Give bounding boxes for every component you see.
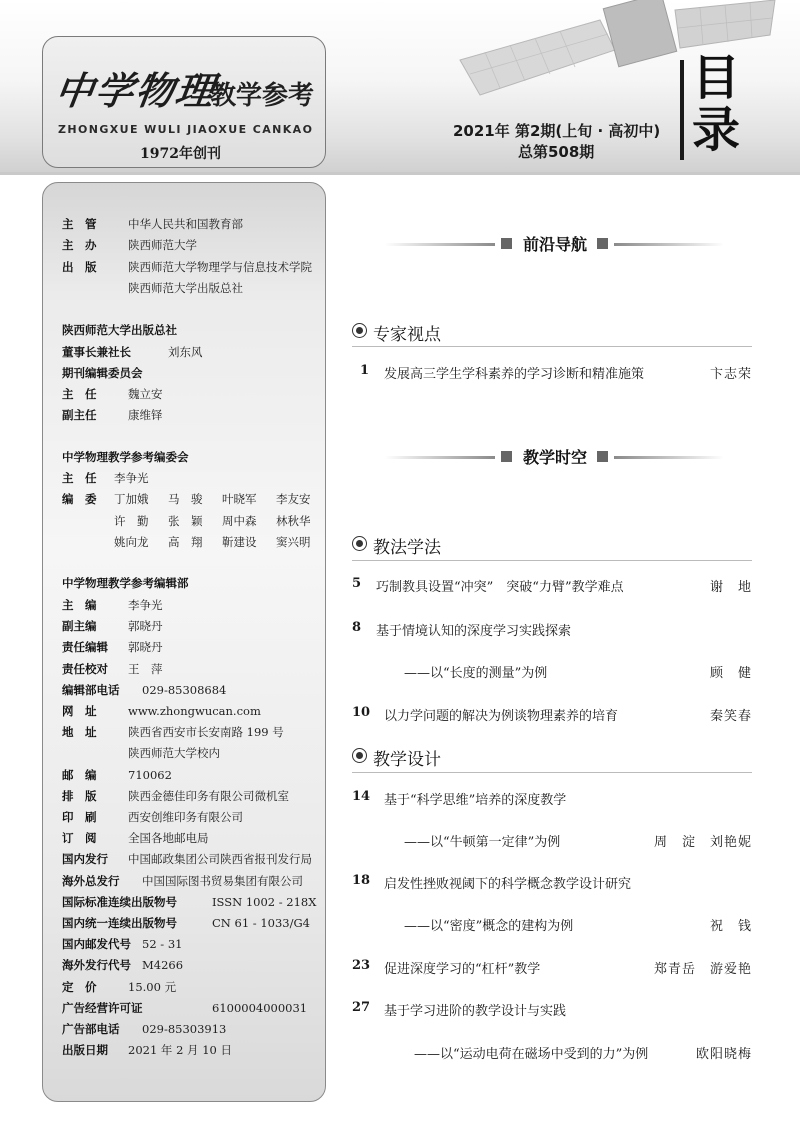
masthead-label: 期刊编辑委员会 xyxy=(62,366,143,380)
committee-heading: 中学物理教学参考编委会 xyxy=(62,450,189,464)
masthead-value: 魏立安 xyxy=(128,387,163,401)
masthead-row xyxy=(62,618,163,634)
masthead-row xyxy=(62,344,203,360)
page-number: 10 xyxy=(352,705,371,720)
masthead-row xyxy=(62,851,312,867)
publisher-heading: 陕西师范大学出版总社 xyxy=(62,323,177,337)
masthead-value: 029-85303913 xyxy=(142,1022,227,1036)
masthead-label: 地 址 xyxy=(62,725,97,740)
article-subtitle: ——以“密度”概念的建构为例 xyxy=(404,919,574,934)
masthead-label: 主 任 xyxy=(62,387,97,401)
masthead-row xyxy=(62,470,149,486)
masthead-label: 副主任 xyxy=(62,408,97,422)
masthead-row xyxy=(62,216,243,232)
page-number: 8 xyxy=(352,620,362,635)
masthead-row xyxy=(62,830,209,846)
masthead-row xyxy=(62,724,284,740)
masthead-label: 责任编辑 xyxy=(62,640,108,655)
masthead-label: 主 任 xyxy=(62,471,97,485)
masthead-value: 陕西师范大学校内 xyxy=(128,746,220,761)
section-heading xyxy=(352,533,441,558)
masthead-value: 全国各地邮电局 xyxy=(128,831,209,846)
committee-member: 李友安 xyxy=(276,492,311,506)
banner-line-right xyxy=(614,243,724,246)
masthead-value: 中国邮政集团公司陕西省报刊发行局 xyxy=(128,852,312,867)
masthead-row xyxy=(62,597,163,613)
toc-title-char-2: 录 xyxy=(691,102,740,158)
article-author: 谢 地 xyxy=(709,580,752,595)
masthead-value: 中国国际图书贸易集团有限公司 xyxy=(142,873,303,888)
editorial-heading: 中学物理教学参考编辑部 xyxy=(62,576,189,590)
banner-teaching xyxy=(385,447,750,467)
masthead-label: 国内发行 xyxy=(62,852,108,867)
banner-line-left xyxy=(385,243,495,246)
masthead-row xyxy=(62,491,114,507)
page-number: 27 xyxy=(352,1000,371,1015)
committee-member: 周中森 xyxy=(222,514,257,528)
masthead-label: 定 价 xyxy=(62,979,97,994)
page-number: 5 xyxy=(352,576,362,591)
article-author: 郑青岳 游爱艳 xyxy=(653,962,752,977)
masthead-row xyxy=(62,957,183,973)
masthead-row xyxy=(62,936,182,952)
masthead-label: 编 委 xyxy=(62,492,97,506)
journal-pinyin: ZHONGXUE WULI JIAOXUE CANKAO xyxy=(58,123,314,136)
masthead-value: 郭晓丹 xyxy=(128,640,163,655)
masthead-row xyxy=(62,1000,307,1016)
banner-square-right xyxy=(597,238,608,249)
masthead-label: 海外总发行 xyxy=(62,873,120,888)
masthead-row xyxy=(62,682,226,698)
masthead-value: 陕西师范大学物理学与信息技术学院 xyxy=(128,260,312,274)
masthead-value: 李争光 xyxy=(114,471,149,485)
banner-title: 教学时空 xyxy=(522,448,587,467)
masthead-row xyxy=(62,407,163,423)
section-divider xyxy=(352,772,752,773)
masthead-label: 订 阅 xyxy=(62,831,97,846)
committee-member: 许 勤 xyxy=(114,514,149,528)
masthead-value: 6100004000031 xyxy=(212,1000,308,1015)
masthead-value: 王 萍 xyxy=(128,661,163,676)
masthead-value: M4266 xyxy=(142,958,184,973)
masthead-label: 副主编 xyxy=(62,619,97,634)
section-heading xyxy=(352,745,441,770)
committee-member: 马 骏 xyxy=(168,492,203,506)
banner-title: 前沿导航 xyxy=(522,235,587,254)
masthead-label: 海外发行代号 xyxy=(62,958,131,973)
masthead-value: 陕西师范大学 xyxy=(128,238,197,252)
banner-square-left xyxy=(501,451,512,462)
article-author: 顾 健 xyxy=(709,666,752,681)
article-title: 基于情境认知的深度学习实践探索 xyxy=(376,624,572,639)
section-divider xyxy=(352,560,752,561)
article-title: 基于“科学思维”培养的深度教学 xyxy=(384,793,567,808)
section-heading xyxy=(352,320,441,345)
article-title: 基于学习进阶的教学设计与实践 xyxy=(384,1004,567,1019)
masthead-value: ISSN 1002 - 218X xyxy=(212,894,317,909)
issue-info: 2021年 第2期(上旬 · 高初中) xyxy=(453,122,661,140)
article-subtitle: ——以“运动电荷在磁场中受到的力”为例 xyxy=(414,1047,649,1062)
article-author: 秦笑春 xyxy=(709,709,752,724)
journal-logo: 中学物理 xyxy=(52,68,219,113)
section-title: 教学设计 xyxy=(373,750,441,770)
toc-title xyxy=(690,52,742,156)
masthead-value: 陕西省西安市长安南路 199 号 xyxy=(128,725,284,740)
masthead-value: 029-85308684 xyxy=(142,682,227,697)
masthead-value: 李争光 xyxy=(128,598,163,612)
masthead-label: 国内邮发代号 xyxy=(62,937,131,952)
page-number: 14 xyxy=(352,789,371,804)
masthead-label: 国际标准连续出版物号 xyxy=(62,894,177,909)
committee-member: 靳建设 xyxy=(222,535,257,549)
masthead-label: 印 刷 xyxy=(62,810,97,824)
masthead-label: 网 址 xyxy=(62,704,97,718)
masthead-row xyxy=(62,979,176,995)
masthead-label: 董事长兼社长 xyxy=(62,345,131,359)
article-author: 周 淀 刘艳妮 xyxy=(653,835,752,850)
masthead-value: 郭晓丹 xyxy=(128,619,163,634)
article-title: 发展高三学生学科素养的学习诊断和精准施策 xyxy=(384,367,645,382)
masthead-value: 15.00 元 xyxy=(128,979,177,994)
section-title: 教法学法 xyxy=(373,538,441,558)
committee-member: 叶晓军 xyxy=(222,492,257,506)
section-title: 专家视点 xyxy=(373,325,441,345)
article-subtitle: ——以“长度的测量”为例 xyxy=(404,666,548,681)
journal-logo-subtitle: 教学参考 xyxy=(210,81,315,111)
masthead-row xyxy=(62,259,312,275)
bullet-circle-icon xyxy=(352,748,367,763)
article-author: 卞志荣 xyxy=(709,367,752,382)
masthead-label: 主 编 xyxy=(62,598,97,612)
masthead-row xyxy=(62,767,172,783)
founded-year: 1972年创刊 xyxy=(140,146,221,162)
masthead-label: 主 办 xyxy=(62,238,97,252)
masthead-row xyxy=(62,745,220,761)
toc-title-char-1: 目 xyxy=(691,50,740,106)
masthead-value: 陕西金德佳印务有限公司微机室 xyxy=(128,788,289,803)
masthead-label: 编辑部电话 xyxy=(62,682,120,697)
committee-member: 高 翔 xyxy=(168,535,203,549)
masthead-row xyxy=(62,386,163,402)
total-issue-number: 总第508期 xyxy=(518,143,595,161)
masthead-value: 52 - 31 xyxy=(142,937,183,952)
committee-member: 林秋华 xyxy=(276,514,311,528)
masthead-row xyxy=(62,280,243,296)
banner-square-left xyxy=(501,238,512,249)
article-title: 以力学问题的解决为例谈物理素养的培育 xyxy=(384,709,619,724)
masthead-row xyxy=(62,639,163,655)
committee-member: 窦兴明 xyxy=(276,535,311,549)
masthead-row xyxy=(62,894,316,910)
section-divider xyxy=(352,346,752,347)
masthead-row xyxy=(62,788,289,804)
masthead-value: 陕西师范大学出版总社 xyxy=(128,281,243,295)
masthead-row xyxy=(62,237,197,253)
masthead-label: 主 管 xyxy=(62,217,97,231)
masthead-label: 责任校对 xyxy=(62,661,108,676)
header-divider xyxy=(0,172,800,175)
masthead-row xyxy=(62,873,303,889)
masthead-row xyxy=(62,1021,226,1037)
committee-member: 张 颖 xyxy=(168,514,203,528)
masthead-value: 刘东风 xyxy=(168,345,203,359)
banner-frontier xyxy=(385,234,750,254)
masthead-value: 710062 xyxy=(128,767,172,782)
article-title: 启发性挫败视阈下的科学概念教学设计研究 xyxy=(384,877,632,892)
masthead-value: 西安创维印务有限公司 xyxy=(128,810,243,824)
banner-line-left xyxy=(385,456,495,459)
masthead-value: CN 61 - 1033/G4 xyxy=(212,916,310,930)
committee-member: 丁加娥 xyxy=(114,492,149,506)
article-author: 祝 钱 xyxy=(709,919,752,934)
masthead-label: 邮 编 xyxy=(62,767,97,782)
masthead-label: 广告经营许可证 xyxy=(62,1000,143,1015)
masthead-value: www.zhongwucan.com xyxy=(128,704,261,718)
masthead-row xyxy=(62,1042,232,1058)
masthead-row xyxy=(62,661,163,677)
page-number: 1 xyxy=(360,363,370,378)
article-title: 促进深度学习的“杠杆”教学 xyxy=(384,962,541,977)
title-accent-bar xyxy=(680,60,684,160)
page-number: 23 xyxy=(352,958,371,973)
article-title: 巧制教具设置“冲突” 突破“力臂”教学难点 xyxy=(376,580,624,595)
masthead-label: 排 版 xyxy=(62,788,97,803)
banner-square-right xyxy=(597,451,608,462)
masthead-value: 2021 年 2 月 10 日 xyxy=(128,1043,232,1058)
article-subtitle: ——以“牛顿第一定律”为例 xyxy=(404,835,561,850)
masthead-label: 国内统一连续出版物号 xyxy=(62,916,177,930)
bullet-circle-icon xyxy=(352,323,367,338)
page-number: 18 xyxy=(352,873,371,888)
masthead-row xyxy=(62,915,310,931)
article-author: 欧阳晓梅 xyxy=(695,1047,752,1062)
masthead-row xyxy=(62,703,261,719)
banner-line-right xyxy=(614,456,724,459)
masthead-label: 出版日期 xyxy=(62,1043,108,1058)
masthead-value: 康维铎 xyxy=(128,408,163,422)
bullet-circle-icon xyxy=(352,536,367,551)
masthead-value: 中华人民共和国教育部 xyxy=(128,217,243,231)
masthead-label: 出 版 xyxy=(62,260,97,274)
masthead-row xyxy=(62,365,143,381)
committee-member: 姚向龙 xyxy=(114,535,149,549)
masthead-row xyxy=(62,809,243,825)
masthead-label: 广告部电话 xyxy=(62,1022,120,1036)
